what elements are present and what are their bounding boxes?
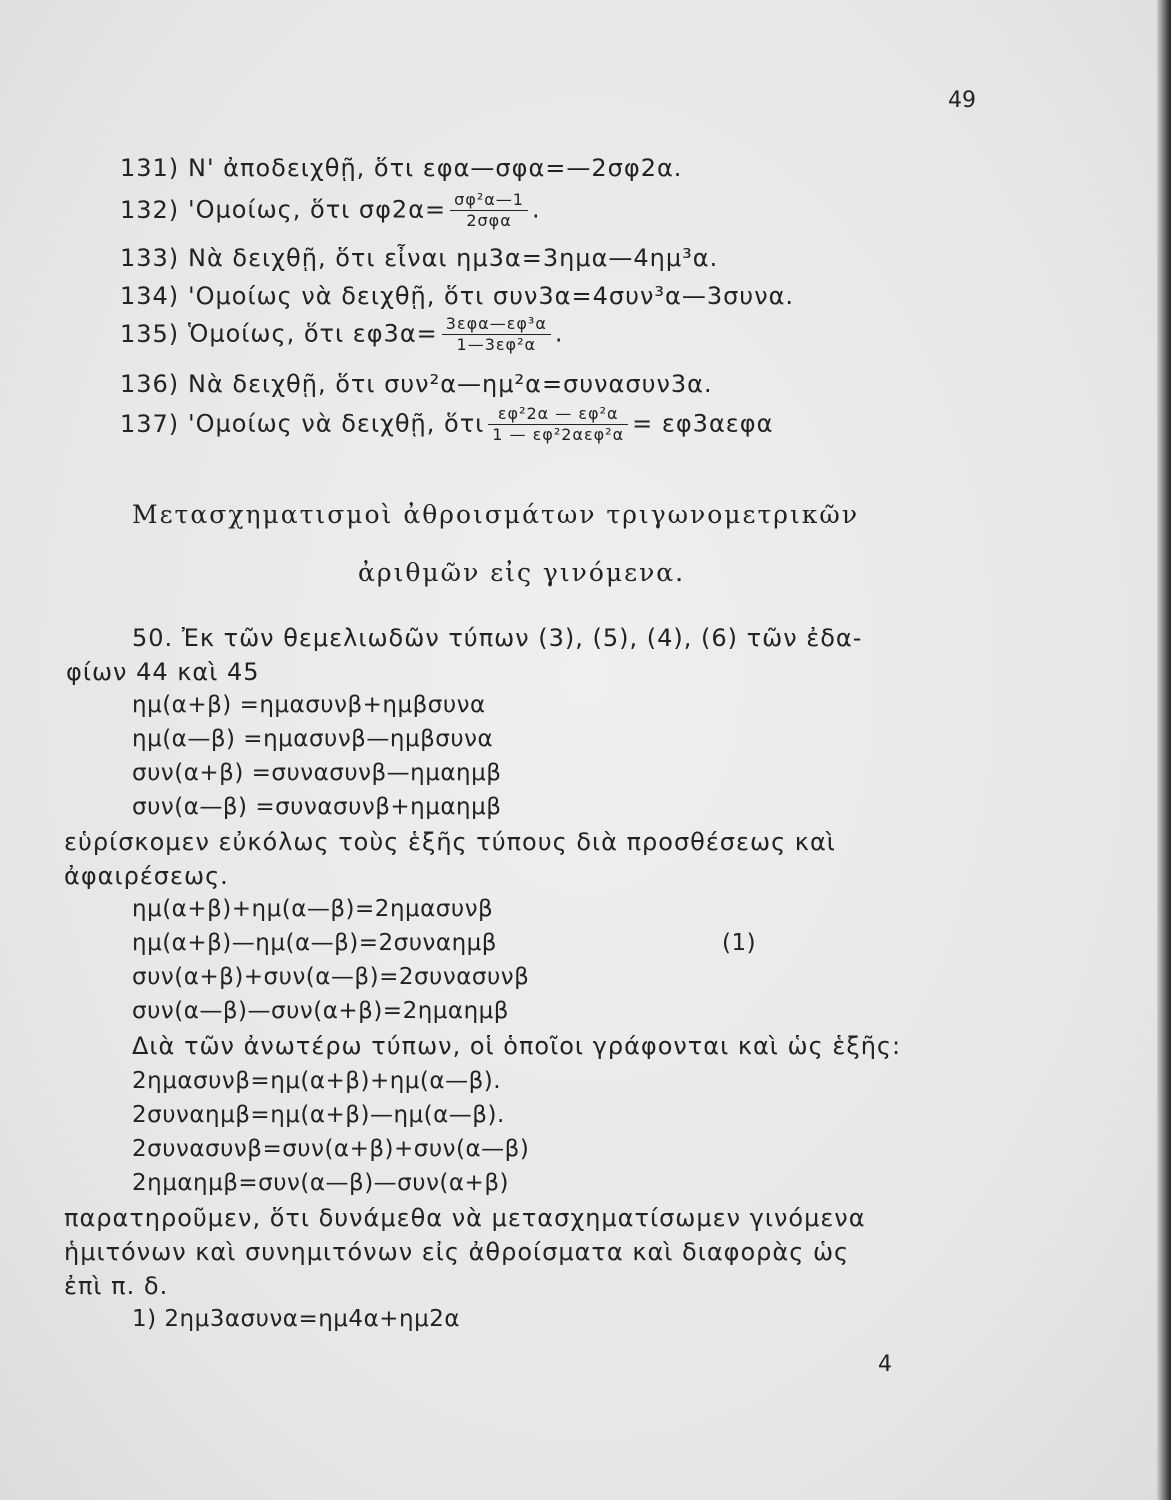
exercise-number: 136) [120,370,180,398]
exercise-text-end: . [531,195,541,224]
fraction-denominator: 1—3εφ²α [456,335,537,354]
exercise-text: Νὰ δειχθῇ, ὅτι συν²α—ημ²α=συνασυν3α. [188,370,713,398]
formula-cos-sum: συν(α+β) =συνασυνβ—ημαημβ [132,760,502,786]
fraction-numerator: εφ²2α — εφ²α [488,404,628,425]
fraction-denominator: 1 — εφ²2αεφ²α [492,425,625,444]
exercise-text: Ν' ἀποδειχθῇ, ὅτι εφα—σφα=—2σφ2α. [188,154,683,182]
closing-paragraph-end: ἐπὶ π. δ. [64,1272,169,1300]
exercise-131 [120,154,682,182]
fraction [442,314,551,355]
formula-rewritten-1: 2ημασυνβ=ημ(α+β)+ημ(α—β). [132,1068,502,1094]
formula-sin-sum: ημ(α+β) =ημασυνβ+ημβσυνα [132,692,486,718]
exercise-number: 137) [120,409,180,438]
formula-rewritten-2: 2συναημβ=ημ(α+β)—ημ(α—β). [132,1102,505,1128]
exercise-number: 133) [120,244,180,272]
exercise-134 [120,282,794,310]
page-edge-shadow [1157,0,1171,1500]
fraction-numerator: 3εφα—εφ³α [442,314,551,335]
closing-paragraph: παρατηροῦμεν, ὅτι δυνάμεθα νὰ μετασχηματίσωμεν γινόμενα [64,1204,866,1232]
exercise-text: Νὰ δειχθῇ, ὅτι εἶναι ημ3α=3ημα—4ημ³α. [188,244,719,272]
exercise-number: 131) [120,154,180,182]
formula-cos-diff: συν(α—β) =συνασυνβ+ημαημβ [132,794,502,820]
closing-paragraph-cont: ἡμιτόνων καὶ συνημιτόνων εἰς ἀθροίσματα καὶ διαφορὰς ὡς [64,1238,850,1266]
text-via: Διὰ τῶν ἀνωτέρω τύπων, οἱ ὁποῖοι γράφονται καὶ ὡς ἑξῆς: [132,1032,902,1060]
formula-rewritten-3: 2συνασυνβ=συν(α+β)+συν(α—β) [132,1136,530,1162]
formula-sin-diff: ημ(α—β) =ημασυνβ—ημβσυνα [132,726,494,752]
exercise-number: 134) [120,282,180,310]
formula-sum-4: συν(α—β)—συν(α+β)=2ημαημβ [132,998,509,1024]
exercise-132 [120,190,541,231]
exercise-text: 'Ομοίως, ὅτι σφ2α= [188,195,447,224]
exercise-number: 135) [120,319,180,348]
section-heading: Μετασχηματισμοὶ ἀθροισμάτων τριγωνομετρικῶν [132,500,860,529]
example-1: 1) 2ημ3ασυνα=ημ4α+ημ2α [132,1306,461,1332]
exercise-text-end: = εφ3αεφα [632,409,774,438]
formula-rewritten-4: 2ημαημβ=συν(α—β)—συν(α+β) [132,1170,509,1196]
fraction [450,190,528,231]
page-number: 49 [948,88,976,113]
formula-sum-1: ημ(α+β)+ημ(α—β)=2ημασυνβ [132,896,494,922]
fraction [488,404,628,445]
exercise-133 [120,244,718,272]
exercise-text: 'Ομοίως νὰ δειχθῇ, ὅτι συν3α=4συν³α—3συνα. [188,282,795,310]
exercise-137 [120,404,773,445]
footer-signature: 4 [878,1352,892,1377]
fraction-numerator: σφ²α—1 [450,190,528,211]
exercise-136 [120,370,713,398]
intro-paragraph: 50. Ἐκ τῶν θεμελιωδῶν τύπων (3), (5), (4), (6) τῶν ἐδα- [132,624,863,652]
exercise-text-end: . [554,319,564,348]
formula-group-label: (1) [722,930,757,956]
text-find-cont: ἀφαιρέσεως. [64,862,229,890]
intro-paragraph-cont: φίων 44 καὶ 45 [66,658,260,686]
exercise-text: 'Ομοίως νὰ δειχθῇ, ὅτι [188,409,485,438]
text-find: εὑρίσκομεν εὐκόλως τοὺς ἑξῆς τύπους διὰ προσθέσεως καὶ [64,828,836,856]
exercise-135 [120,314,564,355]
exercise-number: 132) [120,195,180,224]
section-heading-cont: ἀριθμῶν εἰς γινόμενα. [358,558,686,587]
formula-sum-3: συν(α+β)+συν(α—β)=2συνασυνβ [132,964,530,990]
formula-sum-2: ημ(α+β)—ημ(α—β)=2συναημβ [132,930,497,956]
exercise-text: Ὁμοίως, ὅτι εφ3α= [188,319,438,348]
fraction-denominator: 2σφα [466,211,512,230]
